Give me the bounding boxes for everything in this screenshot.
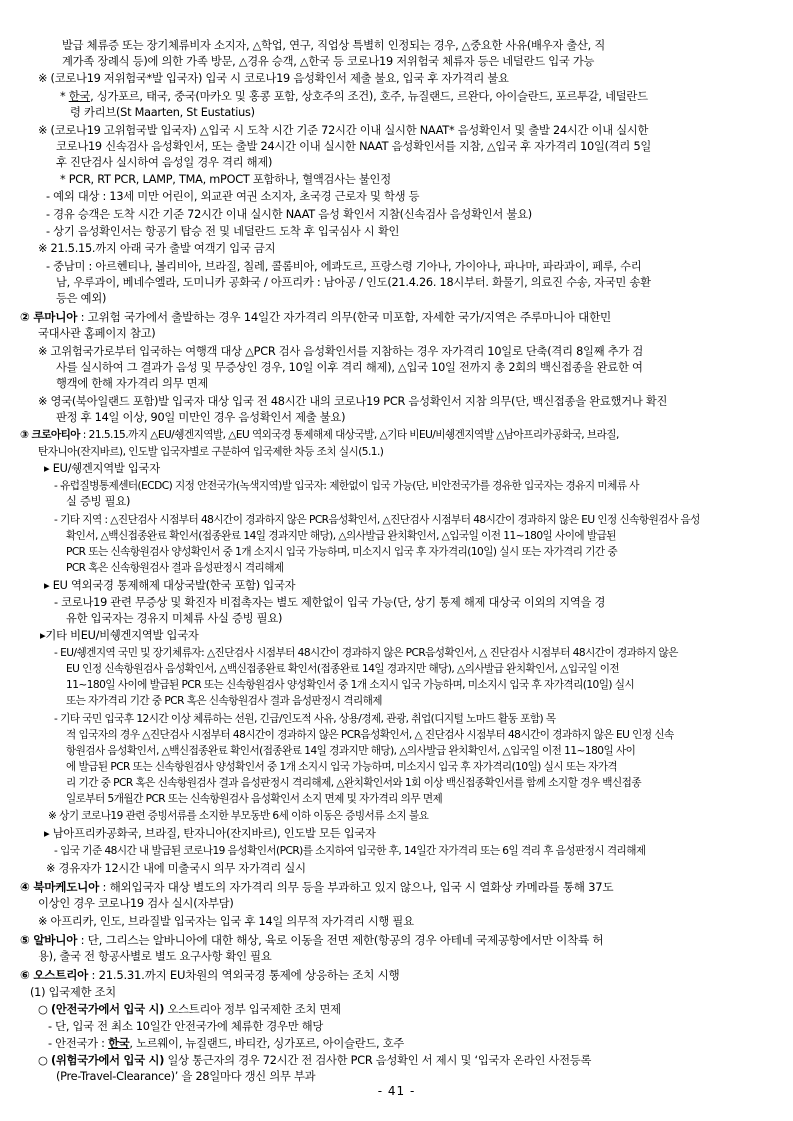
text-run: - 안전국가 :	[48, 1037, 109, 1050]
text-run: : 21.5.15.까지 △EU/쉥겐지역발, △EU 역외국경 통제해제 대상국발, △기타 비EU/비쉥겐지역발 △남아프리카공화국, 브라질,	[79, 429, 619, 441]
text-run: 실 증빙 필요)	[66, 495, 131, 508]
text-line	[66, 661, 619, 677]
text-run: - 중남미 : 아르헨티나, 볼리비아, 브라질, 칠레, 콜롬비아, 에콰도르, 프랑스령 기아나, 가이아나, 파나마, 파라과이, 페루, 수리	[46, 260, 642, 273]
text-run: 항원검사 음성확인서, △백신접종완료 확인서(접종완료 14일 경과지만 해당), △의사발급 완치확인서, △입국일 이전 11~180일 사이	[66, 745, 636, 757]
text-run: 령 카리브(St Maarten, St Eustatius)	[70, 106, 255, 119]
text-run: - 경유 승객은 도착 시간 기준 72시간 이내 실시한 NAAT 음성 확인서 지참(신속검사 음성확인서 불요)	[46, 208, 532, 221]
text-run: ※ 고위험국가로부터 입국하는 여행객 대상 △PCR 검사 음성확인서를 지참하는 경우 자가격리 10일로 단축(격리 8일째 추가 검	[38, 345, 644, 358]
text-line	[48, 1036, 404, 1052]
text-line	[46, 259, 641, 275]
text-line	[54, 478, 639, 494]
text-run: 11~180일 사이에 발급된 PCR 또는 신속항원검사 양성확인서 중 1개 소지시 입국 가능하며, 미소지시 입국 후 자가격리(10일) 실시	[66, 679, 635, 691]
text-run: 판정 후 14일 이상, 90일 미만인 경우 음성확인서 제출 불요)	[56, 411, 346, 424]
text-run: *	[60, 90, 69, 103]
text-line	[54, 843, 646, 859]
text-run: 오스트리아 정부 입국제한 조치 면제	[164, 1003, 341, 1016]
text-run: 적 입국자의 경우 △진단검사 시점부터 48시간이 경과하지 않은 PCR음성확인서, △ 진단검사 시점부터 48시간이 경과하지 않은 EU 인정 신속	[66, 729, 674, 741]
text-line	[56, 1069, 315, 1085]
text-line	[66, 727, 674, 743]
text-line	[56, 376, 208, 392]
text-line	[20, 427, 619, 443]
text-line	[46, 189, 419, 205]
bold-text: ⑥ 오스트리아	[20, 968, 89, 982]
text-run: - EU/쉥겐지역 국민 및 장기체류자: △진단검사 시점부터 48시간이 경과하지 않은 PCR음성확인서, △ 진단검사 시점부터 48시간이 경과하지 않은	[54, 647, 678, 659]
text-run: ※ (코로나19 저위험국*발 입국자) 입국 시 코로나19 음성확인서 제출 불요, 입국 후 자가격리 불요	[38, 72, 509, 85]
text-run: 또는 자가격리 기간 중 PCR 혹은 신속항원검사 결과 음성판정시 격리해제	[66, 695, 382, 707]
text-run: : 21.5.31.까지 EU차원의 역외국경 통제에 상응하는 조치 시행	[88, 968, 400, 982]
text-line	[66, 544, 617, 560]
bold-text: ③ 크로아티아	[20, 429, 80, 441]
text-line	[38, 1002, 341, 1018]
text-line	[60, 89, 648, 105]
text-run: 후 진단검사 실시하여 음성일 경우 격리 해제)	[56, 156, 273, 169]
text-run: 발급 체류증 또는 장기체류비자 소지자, △학업, 연구, 직업상 특별히 인정되는 경우, △중요한 사유(배우자 출산, 직	[62, 39, 606, 52]
text-line	[66, 494, 130, 510]
bold-text: (안전국가에서 입국 시)	[50, 1003, 165, 1016]
text-line	[38, 949, 271, 965]
text-run: ※ 영국(북아일랜드 포함)발 입국자 대상 입국 전 48시간 내의 코로나19 PCR 음성확인서 지참 의무(단, 백신접종을 완료했거나 확진	[38, 395, 668, 408]
bold-text: ② 루마니아	[20, 310, 78, 324]
text-line	[66, 693, 382, 709]
text-line	[38, 914, 414, 930]
text-run: - 유럽질병통제센터(ECDC) 지정 안전국가(녹색지역)발 입국자: 제한없이 입국 가능(단, 비안전국가를 경유한 입국자는 경유지 미체류 사	[54, 480, 639, 492]
text-line	[66, 560, 284, 576]
text-run: ▸ EU 역외국경 통제해제 대상국발(한국 포함) 입국자	[44, 579, 296, 592]
text-line	[46, 861, 306, 877]
text-run: 사를 실시하여 그 결과가 음성 및 무증상인 경우, 10일 이후 격리 해제), △입국 10일 전까지 총 2회의 백신접종을 완료한 여	[56, 361, 643, 374]
text-run: 탄자니아(잔지바르), 인도발 입국자별로 구분하여 입국제한 차등 조치 실시(5.1.)	[38, 446, 384, 458]
text-line	[38, 326, 155, 342]
text-run: - 기타 국민 입국후 12시간 이상 체류하는 선원, 긴급/인도적 사유, 상용/경제, 관광, 취업(디지털 노마드 활동 포함) 목	[54, 713, 556, 725]
text-run: ※ 아프리카, 인도, 브라질발 입국자는 입국 후 14일 의무적 자가격리 시행 필요	[38, 915, 414, 928]
text-line	[66, 775, 641, 791]
text-run: 확인서, △백신접종완료 확인서(접종완료 14일 경과지만 해당), △의사발급 완치확인서, △입국일 이전 11~180일 사이에 발급된	[66, 530, 616, 542]
bold-text: 한국	[108, 1037, 130, 1050]
text-run: 코로나19 신속검사 음성확인서, 또는 출발 24시간 이내 실시한 NAAT 음성확인서를 지참, △입국 후 자가격리 10일(격리 5일	[56, 140, 652, 153]
text-run: 이상인 경우 코로나19 검사 실시(자부담)	[38, 897, 234, 910]
text-line	[30, 985, 116, 1001]
text-run: 국대사관 홈페이지 참고)	[38, 327, 156, 340]
text-line	[66, 677, 634, 693]
text-run: 용), 출국 전 항공사별로 별도 요구사항 확인 필요	[38, 950, 272, 963]
text-run: - 입국 기준 48시간 내 발급된 코로나19 음성확인서(PCR)를 소지하여 입국한 후, 14일간 자가격리 또는 6일 격리 후 음성판정시 격리해제	[54, 845, 646, 857]
text-run: 행객에 한해 자가격리 의무 면제	[56, 377, 208, 390]
text-line	[20, 967, 400, 983]
bold-text: ⑤ 알바니아	[20, 933, 78, 947]
text-run: 남, 우루과이, 베네수엘라, 도미니카 공화국 / 아프리카 : 남아공 / 인도(21.4.26. 18시부터. 화물기, 의료진 수송, 자국민 송환	[56, 276, 651, 289]
text-line	[54, 711, 556, 727]
text-line	[56, 410, 345, 426]
text-line	[62, 38, 605, 54]
text-run: ※ 상기 코로나19 관련 증빙서류를 소지한 부모동반 6세 이하 이동은 증빙서류 소지 불요	[48, 810, 429, 822]
text-run: , 노르웨이, 뉴질랜드, 바티칸, 싱가포르, 아이슬란드, 호주	[129, 1037, 405, 1050]
text-run: - 예외 대상 : 13세 미만 어린이, 외교관 여권 소지자, 초국경 근로자 및 학생 등	[46, 190, 420, 203]
text-line	[38, 444, 383, 460]
text-line	[54, 512, 700, 528]
text-run: (Pre-Travel-Clearance)’ 을 28일마다 갱신 의무 부과	[56, 1070, 316, 1083]
text-line	[56, 155, 272, 171]
text-run: - 상기 음성확인서는 항공기 탑승 전 및 네덜란드 도착 후 입국심사 시 확인	[46, 225, 400, 238]
text-line	[48, 808, 428, 824]
text-run: ▸ 남아프리카공화국, 브라질, 탄자니아(잔지바르), 인도발 모든 입국자	[44, 827, 376, 840]
text-run: : 단, 그리스는 알바니아에 대한 해상, 육로 이동을 전면 제한(항공의 경우 아테네 국제공항에서만 이착륙 허	[77, 933, 604, 947]
text-line	[56, 360, 643, 376]
text-run: , 싱가포르, 태국, 중국(마카오 및 홍콩 포함, 상호주의 조건), 호주, 뉴질랜드, 르완다, 아이슬란드, 포르투갈, 네덜란드	[90, 90, 648, 103]
text-line	[66, 528, 616, 544]
text-run: ▸기타 비EU/비쉥겐지역발 입국자	[40, 629, 199, 642]
text-line	[66, 743, 635, 759]
text-run: 일상 통근자의 경우 72시간 전 검사한 PCR 음성확인 서 제시 및 ‘입국자 온라인 사전등록	[164, 1054, 592, 1067]
text-line	[56, 275, 651, 291]
text-run: 유한 입국자는 경유지 미체류 사실 증빙 필요)	[66, 612, 283, 625]
text-line	[62, 54, 594, 70]
text-line	[56, 139, 651, 155]
text-line	[66, 611, 282, 627]
text-run: ※ 21.5.15.까지 아래 국가 출발 여객기 입국 금지	[38, 242, 276, 255]
text-run: 등은 예외)	[56, 292, 107, 305]
text-line	[38, 896, 234, 912]
text-line	[20, 879, 613, 895]
text-line	[48, 1019, 323, 1035]
text-line	[60, 172, 391, 188]
bold-text: ④ 북마케도니아	[20, 880, 100, 894]
text-line	[54, 645, 678, 661]
text-line	[38, 394, 667, 410]
text-run: ○	[38, 1054, 51, 1067]
text-line	[66, 759, 617, 775]
text-line	[20, 932, 603, 948]
text-run: 에 발급된 PCR 또는 신속항원검사 양성확인서 중 1개 소지시 입국 가능하며, 미소지시 입국 후 자가격리(10일) 실시 또는 자가격	[66, 761, 618, 773]
text-line	[44, 461, 160, 477]
text-run: ▸ EU/쉥겐지역발 입국자	[44, 462, 160, 475]
text-run: - 기타 지역 : △진단검사 시점부터 48시간이 경과하지 않은 PCR음성확인서, △진단검사 시점부터 48시간이 경과하지 않은 EU 인정 신속항원검사 음성	[54, 514, 700, 526]
text-line	[66, 791, 442, 807]
text-run: ○	[38, 1003, 51, 1016]
text-run: 일로부터 5개월간 PCR 또는 신속항원검사 음성확인서 소지 면제 및 자가격리 의무 면제	[66, 793, 443, 805]
text-run: 한국	[68, 90, 91, 103]
text-line	[46, 207, 532, 223]
text-line	[40, 628, 199, 644]
text-line	[38, 71, 509, 87]
text-line	[38, 241, 275, 257]
text-line	[46, 224, 399, 240]
text-line	[38, 344, 643, 360]
text-run: ※ (코로나19 고위험국발 입국자) △입국 시 도착 시간 기준 72시간 이내 실시한 NAAT* 음성확인서 및 출발 24시간 이내 실시한	[38, 124, 649, 137]
text-run: 계가족 장례식 등)에 의한 가족 방문, △경유 승객, △한국 등 코로나19 저위험국 체류자 등은 네덜란드 입국 가능	[62, 55, 595, 68]
text-run: EU 인정 신속항원검사 음성확인서, △백신접종완료 확인서(접종완료 14일 경과지만 해당), △의사발급 완치확인서, △입국일 이전	[66, 663, 620, 675]
text-line	[56, 291, 106, 307]
text-run: 리 기간 중 PCR 혹은 신속항원검사 결과 음성판정시 격리해제, △완치확인서와 1회 이상 백신접종확인서를 함께 소지할 경우 백신접종	[66, 777, 642, 789]
text-line	[38, 123, 648, 139]
text-line	[54, 595, 605, 611]
text-run: : 해외입국자 대상 별도의 자가격리 의무 등을 부과하고 있지 않으나, 입국 시 열화상 카메라를 통해 37도	[99, 880, 614, 894]
text-run: PCR 또는 신속항원검사 양성확인서 중 1개 소지시 입국 가능하며, 미소지시 입국 후 자가격리(10일) 실시 또는 자가격리 기간 중	[66, 546, 618, 558]
text-run: PCR 혹은 신속항원검사 결과 음성판정시 격리해제	[66, 562, 284, 574]
text-run: ※ 경유자가 12시간 내에 미출국시 의무 자가격리 실시	[46, 862, 306, 875]
page-number: - 41 -	[377, 1084, 416, 1098]
text-run: - 단, 입국 전 최소 10일간 안전국가에 체류한 경우만 해당	[48, 1020, 324, 1033]
text-run: : 고위험 국가에서 출발하는 경우 14일간 자가격리 의무(한국 미포함, 자세한 국가/지역은 주루마니아 대한민	[77, 310, 611, 324]
bold-text: (위험국가에서 입국 시)	[50, 1054, 165, 1067]
text-line	[44, 826, 376, 842]
text-line	[44, 578, 295, 594]
text-run: * PCR, RT PCR, LAMP, TMA, mPOCT 포함하나, 혈액검사는 불인정	[60, 173, 391, 186]
text-run: (1) 입국제한 조치	[30, 986, 116, 999]
text-line	[38, 1053, 591, 1069]
text-line	[70, 105, 255, 121]
text-line	[20, 309, 611, 325]
text-run: - 코로나19 관련 무증상 및 확진자 비접촉자는 별도 제한없이 입국 가능(단, 상기 통제 해제 대상국 이외의 지역을 경	[54, 596, 606, 609]
